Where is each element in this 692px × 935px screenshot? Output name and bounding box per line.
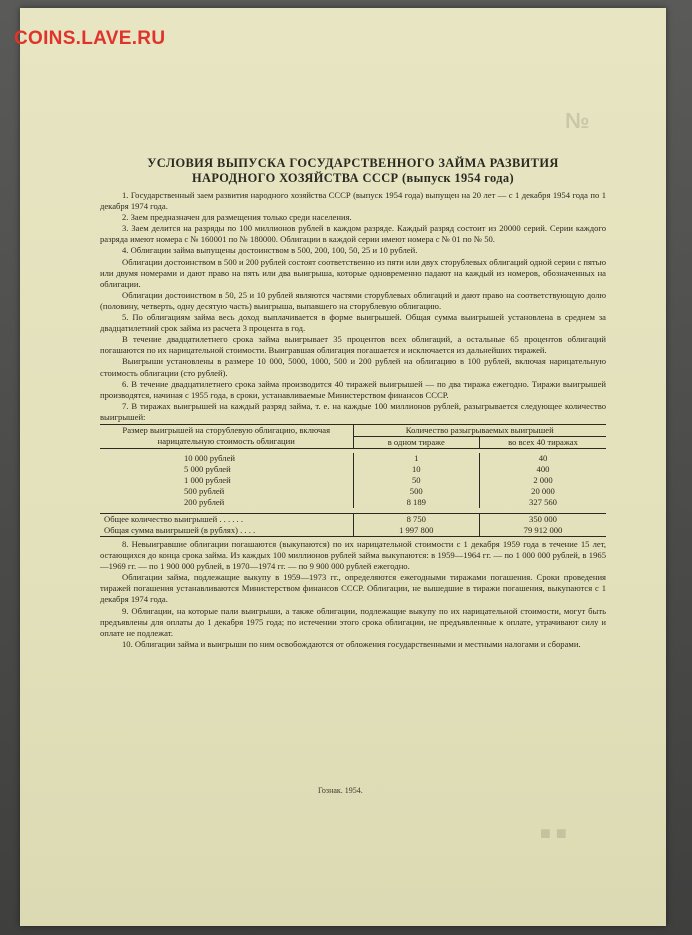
count-all-draws: 2 000 bbox=[480, 475, 607, 486]
table-row bbox=[100, 453, 606, 464]
prize-size: 200 рублей bbox=[184, 496, 225, 507]
paragraph: Облигации займа, подлежащие выкупу в 1959—1973 гг., определяются ежегодными тиражами погашения. Сроки проведения тиражей погашения устанавливаются Министерством финансов СССР. Облигации, не вышедшие в тиражи погашения, выкупаются с 1 декабря 1974 года. bbox=[100, 572, 606, 605]
paragraph: 3. Заем делится на разряды по 100 миллионов рублей в каждом разряде. Каждый разряд состоит из 20000 серий. Серии каждого разряда имеют номера с № 160001 по № 180000. Облигации в каждой серии имеют номера с № 01 по № 50. bbox=[100, 223, 606, 245]
paragraph: Выигрыши установлены в размере 10 000, 5000, 1000, 500 и 200 рублей на облигацию в 100 рублей, включая нарицательную стоимость облигации (сто рублей). bbox=[100, 356, 606, 378]
paragraph: 5. По облигациям займа весь доход выплачивается в форме выигрышей. Общая сумма выигрышей установлена в среднем за двадцатилетний срок займа из расчета 3 процента в год. bbox=[100, 312, 606, 334]
total-count-label: Общее количество выигрышей . . . . . . bbox=[100, 513, 353, 525]
paragraph: В течение двадцатилетнего срока займа выигрывает 35 процентов всех облигаций, а остальные 65 процентов облигаций погашаются по их нарицательной стоимости. Выигравшая облигация погашается и исключается из дальнейших тиражей. bbox=[100, 334, 606, 356]
prize-size: 5 000 рублей bbox=[184, 463, 231, 474]
count-one-draw: 500 bbox=[353, 486, 480, 497]
prize-size: 500 рублей bbox=[184, 485, 225, 496]
total-sum-row bbox=[100, 525, 606, 537]
paragraph: 7. В тиражах выигрышей на каждый разряд займа, т. е. на каждые 100 миллионов рублей, разыгрывается следующее количество выигрышей: bbox=[100, 400, 606, 422]
paragraph: Облигации достоинством в 50, 25 и 10 рублей являются частями сторублевых облигаций и дают право на соответствующую долю (половину, четверть, одну десятую часть) выигрыша, выпавшего на сторублевую облигацию. bbox=[100, 289, 606, 311]
count-all-draws: 20 000 bbox=[480, 486, 607, 497]
count-one-draw: 1 bbox=[353, 453, 480, 464]
count-one-draw: 8 189 bbox=[353, 497, 480, 508]
paragraph: 9. Облигации, на которые пали выигрыши, а также облигации, подлежащие выкупу по их нарицательной стоимости, могут быть предъявлены для оплаты до 1 декабря 1975 года; по истечении этого срока облигации, не предъявленные к оплате, утрачивают силу и оплате не подлежат. bbox=[100, 605, 606, 638]
count-one-draw: 10 bbox=[353, 464, 480, 475]
paragraph: 2. Заем предназначен для размещения только среди населения. bbox=[122, 212, 352, 223]
header-prize-size: Размер выигрышей на сторублевую облигацию, включая нарицательную стоимость облигации bbox=[122, 425, 331, 447]
prize-size: 1 000 рублей bbox=[184, 474, 231, 485]
document-title bbox=[100, 156, 606, 186]
winnings-table bbox=[100, 424, 606, 537]
count-all-draws: 40 bbox=[480, 453, 607, 464]
paragraph: 6. В течение двадцатилетнего срока займа производится 40 тиражей выигрышей — по два тиража ежегодно. Тиражи выигрышей производятся, начиная с 1955 года, в сроки, устанавливаемые Министерством финансов СССР. bbox=[100, 378, 606, 400]
total-count-one: 8 750 bbox=[353, 513, 480, 525]
paragraph: 1. Государственный заем развития народного хозяйства СССР (выпуск 1954 года) выпущен на 20 лет — с 1 декабря 1954 года по 1 декабря 1974 года. bbox=[100, 190, 606, 212]
total-count-all: 350 000 bbox=[480, 513, 607, 525]
paragraph: 8. Невыигравшие облигации погашаются (выкупаются) по их нарицательной стоимости с 1 декабря 1959 года в течение 15 лет, остающихся до конца срока займа. Из каждых 100 миллионов рублей займа выкупаются: в 1959—1964 гг. — по 1 000 000 рублей, в 1965—1969 гг. — по 1 900 000 рублей, в 1970—1974 гг. — по 9 900 000 рублей ежегодно. bbox=[100, 538, 606, 572]
table-row bbox=[100, 475, 606, 486]
total-count-row bbox=[100, 513, 606, 525]
paragraph: 10. Облигации займа и выигрыши по ним освобождаются от обложения государственными и местными налогами и сборами. bbox=[122, 638, 581, 649]
show-through-number: № bbox=[565, 108, 590, 133]
title-line-1: УСЛОВИЯ ВЫПУСКА ГОСУДАРСТВЕННОГО ЗАЙМА РАЗВИТИЯ bbox=[147, 156, 559, 170]
paragraph: Облигации достоинством в 500 и 200 рублей состоят соответственно из пяти или двух сторублевых облигаций одной серии с пятью или двумя номерами и дают право на пять или два выигрыша, которые одновременно падают на каждый из номеров, обозначенных на облигации. bbox=[100, 256, 606, 289]
table-row bbox=[100, 464, 606, 475]
printer-imprint: Гознак. 1954. bbox=[318, 786, 363, 795]
header-all-draws: во всех 40 тиражах bbox=[480, 436, 607, 448]
count-all-draws: 400 bbox=[480, 464, 607, 475]
table-row bbox=[100, 486, 606, 497]
paragraph: 4. Облигации займа выпущены достоинством в 500, 200, 100, 50, 25 и 10 рублей. bbox=[122, 245, 418, 256]
show-through-mark: ■ ■ bbox=[540, 823, 567, 843]
header-prize-count: Количество разыгрываемых выигрышей bbox=[353, 424, 606, 436]
conditions-text bbox=[100, 156, 606, 650]
table-row bbox=[100, 497, 606, 508]
prize-size: 10 000 рублей bbox=[184, 452, 236, 463]
title-line-2: НАРОДНОГО ХОЗЯЙСТВА СССР (выпуск 1954 года) bbox=[191, 171, 515, 185]
header-one-draw: в одном тираже bbox=[353, 436, 480, 448]
site-watermark: COINS.LAVE.RU bbox=[14, 28, 166, 49]
count-all-draws: 327 560 bbox=[480, 497, 607, 508]
count-one-draw: 50 bbox=[353, 475, 480, 486]
total-sum-one: 1 997 800 bbox=[353, 525, 480, 537]
total-sum-label: Общая сумма выигрышей (в рублях) . . . . bbox=[104, 524, 256, 535]
total-sum-all: 79 912 000 bbox=[480, 525, 607, 537]
